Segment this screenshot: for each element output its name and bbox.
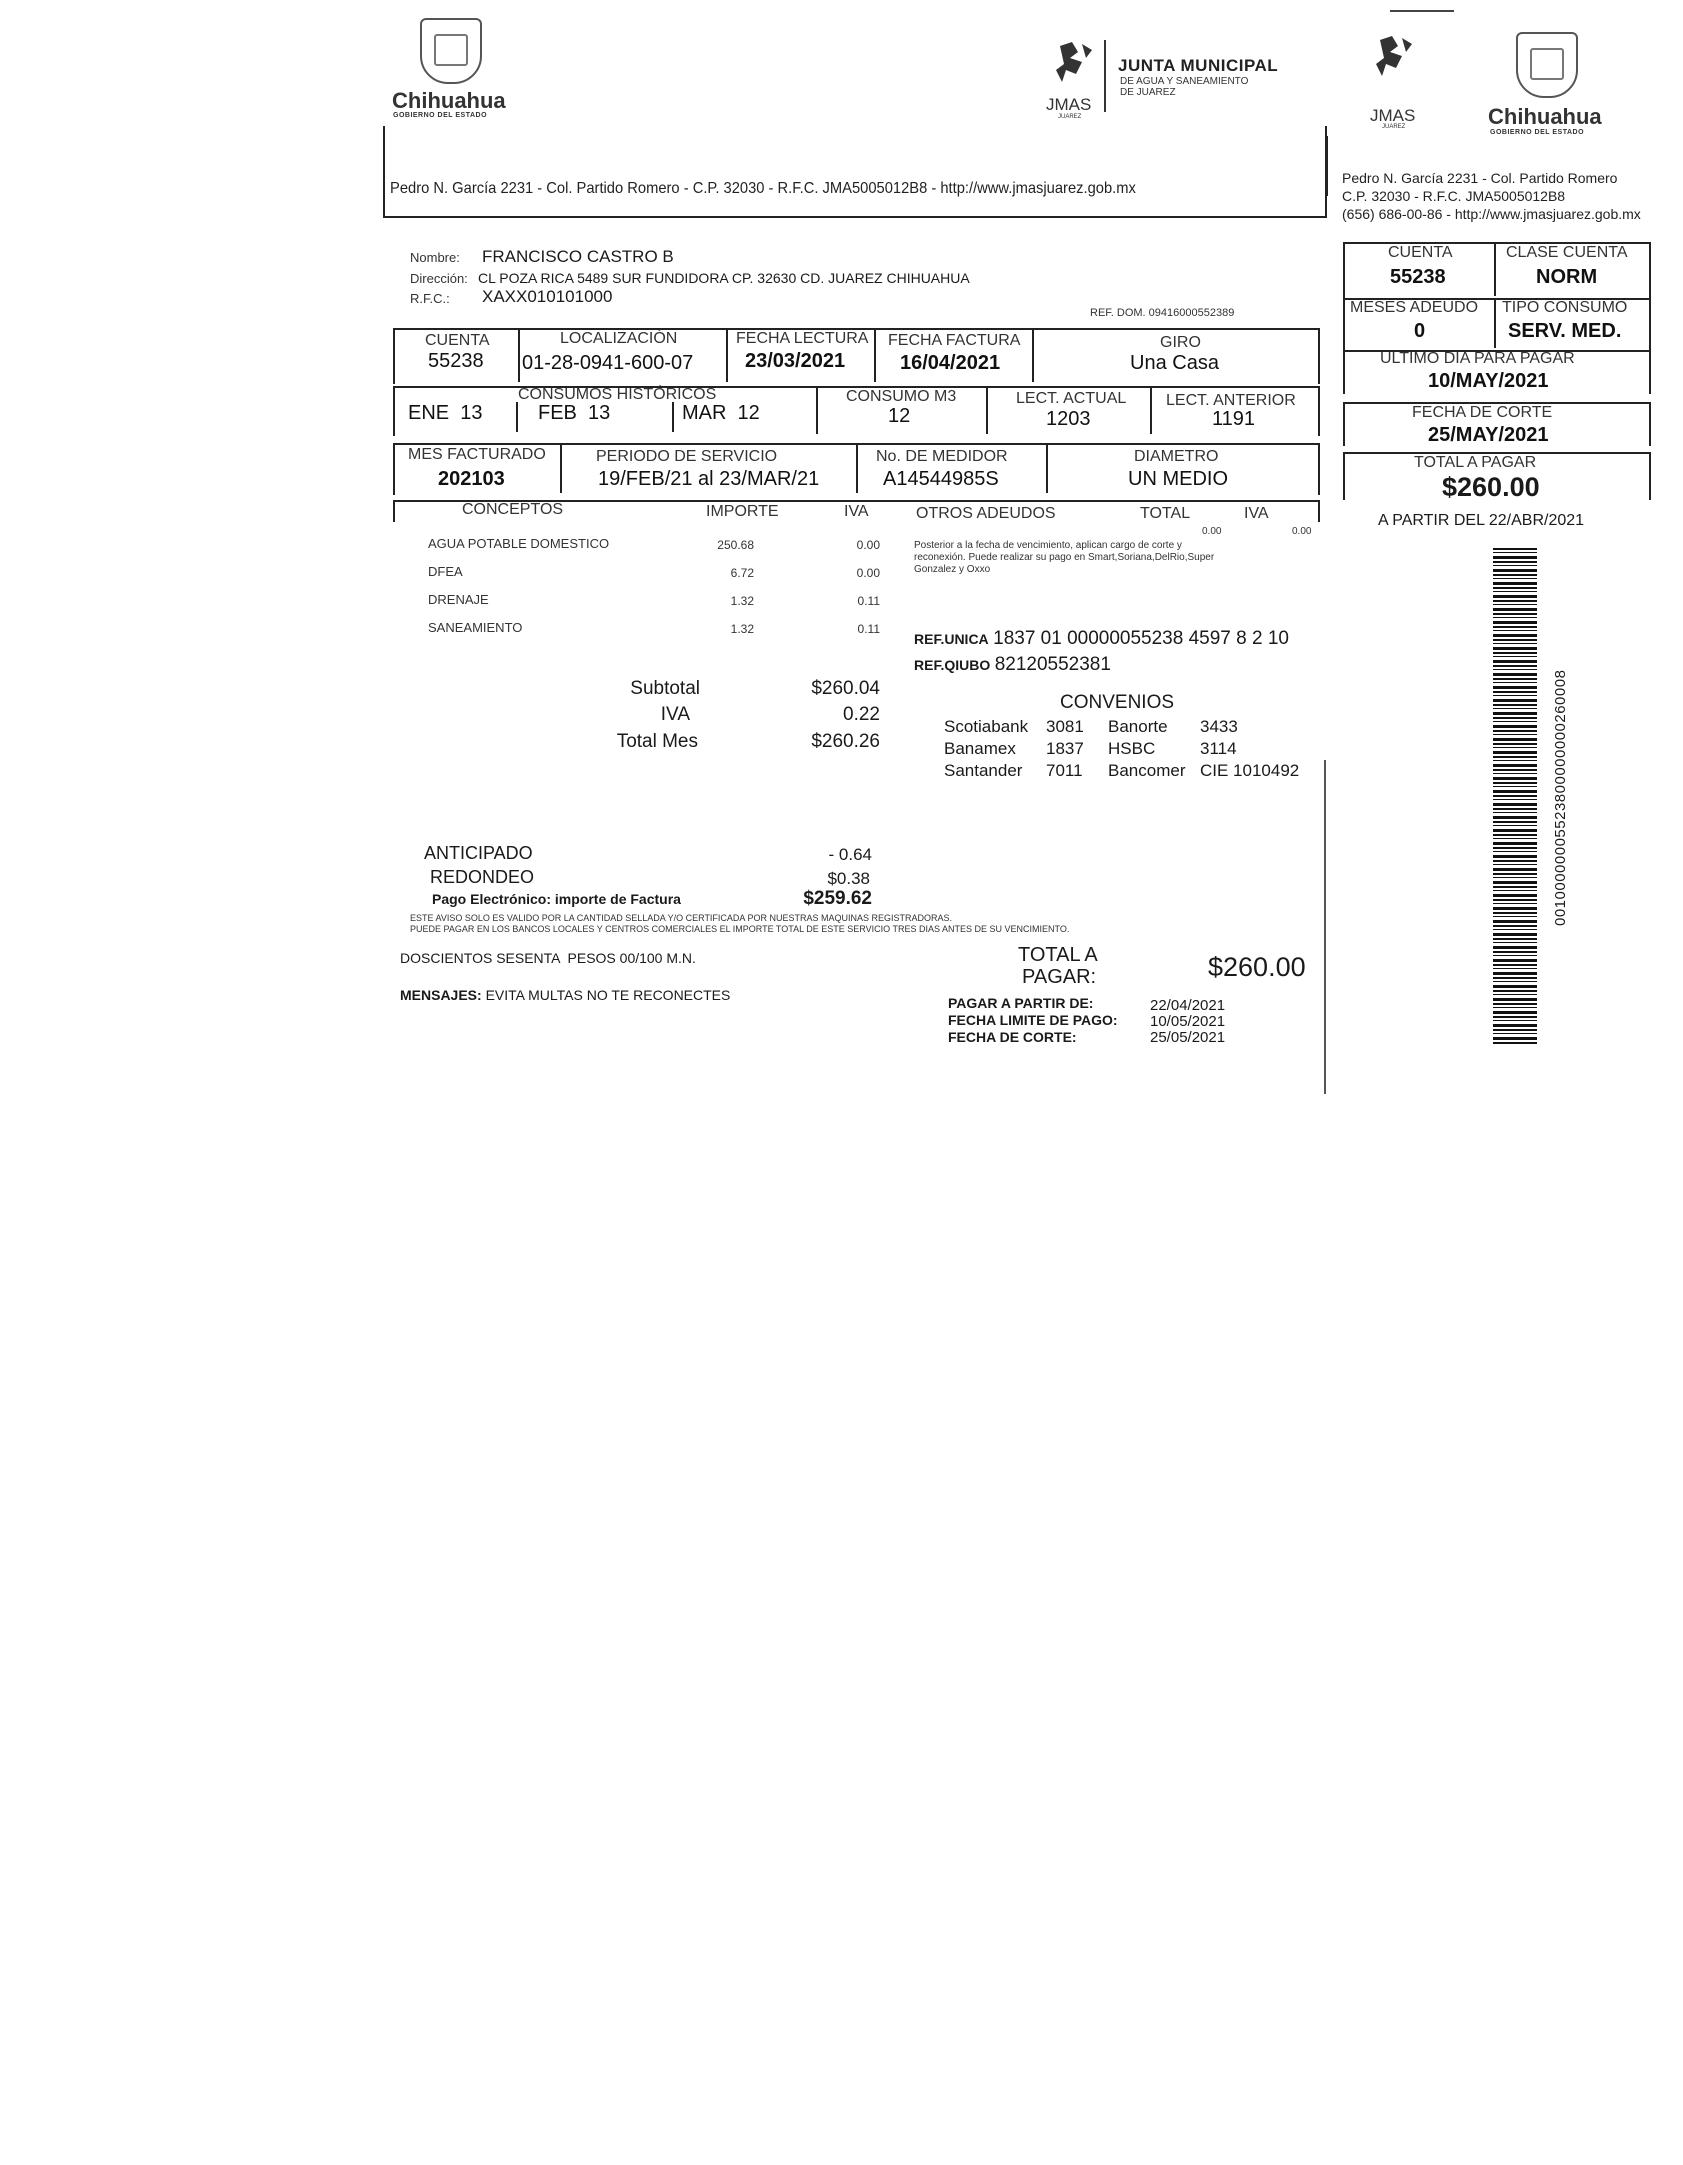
anticipado-value: - 0.64 bbox=[828, 845, 872, 864]
medidor-label: No. DE MEDIDOR bbox=[876, 448, 1008, 465]
total-pagar-label-2: PAGAR: bbox=[1022, 966, 1097, 988]
stub-total-value: $260.00 bbox=[1442, 472, 1540, 502]
localizacion-label: LOCALIZACIÓN bbox=[560, 330, 678, 347]
mes-facturado-value: 202103 bbox=[438, 468, 505, 490]
consumo-label: CONSUMO M3 bbox=[846, 388, 957, 405]
total-pagar-label-1: TOTAL A bbox=[1018, 944, 1098, 966]
ref-dom: REF. DOM. 09416000552389 bbox=[1090, 307, 1235, 319]
pago-electronico-value: $259.62 bbox=[803, 888, 872, 909]
stub-perforation bbox=[1324, 760, 1326, 1094]
diametro-label: DIAMETRO bbox=[1134, 448, 1219, 465]
lect-actual-label: LECT. ACTUAL bbox=[1016, 390, 1127, 407]
iva-label: IVA bbox=[844, 503, 869, 520]
stub-partir: A PARTIR DEL 22/ABR/2021 bbox=[1378, 512, 1585, 529]
otros-adeudos-label: OTROS ADEUDOS bbox=[916, 505, 1056, 522]
periodo-value: 19/FEB/21 al 23/MAR/21 bbox=[598, 468, 820, 490]
fecha-lectura-label: FECHA LECTURA bbox=[736, 330, 869, 347]
stub-meses-label: MESES ADEUDO bbox=[1350, 299, 1479, 316]
ref-qiubo bbox=[914, 654, 1111, 676]
direccion-label: Dirección: bbox=[410, 271, 468, 286]
ref-qiubo-value: 82120552381 bbox=[994, 654, 1111, 675]
convenio-row: Banamex 1837 HSBC 3114 bbox=[944, 739, 1237, 758]
mensajes bbox=[400, 987, 730, 1003]
stub-corte-value: 25/MAY/2021 bbox=[1428, 424, 1549, 446]
concepto-iva-2: 0.00 bbox=[856, 566, 880, 580]
fecha-lectura-value: 23/03/2021 bbox=[745, 350, 846, 372]
stub-corte-label: FECHA DE CORTE bbox=[1412, 404, 1553, 421]
jmas-subtitle-2: DE JUAREZ bbox=[1120, 87, 1176, 98]
jmas-divider bbox=[1104, 40, 1106, 112]
barcode bbox=[1493, 548, 1537, 1044]
header-frame bbox=[383, 126, 1327, 218]
giro-value: Una Casa bbox=[1130, 352, 1219, 374]
mes-facturado-label: MES FACTURADO bbox=[408, 446, 546, 463]
right-address-1: Pedro N. García 2231 - Col. Partido Romero bbox=[1342, 170, 1618, 186]
convenios-title: CONVENIOS bbox=[1060, 692, 1175, 713]
right-chihuahua-seal-icon bbox=[1516, 32, 1578, 98]
stub-tipo-label: TIPO CONSUMO bbox=[1502, 299, 1628, 316]
subtotal-value: $260.04 bbox=[811, 678, 880, 699]
stub-tipo-value: SERV. MED. bbox=[1508, 320, 1622, 342]
otros-note-3: Gonzalez y Oxxo bbox=[914, 564, 991, 575]
periodo-label: PERIODO DE SERVICIO bbox=[596, 448, 778, 465]
historicos-label: CONSUMOS HISTÓRICOS bbox=[518, 386, 717, 403]
right-jmas-logo-icon bbox=[1372, 34, 1418, 86]
iva-total-value: 0.22 bbox=[843, 704, 880, 725]
chihuahua-seal-icon bbox=[420, 18, 482, 84]
stub-ultimo-value: 10/MAY/2021 bbox=[1428, 370, 1549, 392]
right-address-2: C.P. 32030 - R.F.C. JMA5005012B8 bbox=[1342, 188, 1566, 204]
fecha-limite-label: FECHA LIMITE DE PAGO: bbox=[948, 1012, 1118, 1028]
stub-cuenta-label: CUENTA bbox=[1388, 244, 1453, 261]
lect-actual-value: 1203 bbox=[1046, 408, 1091, 430]
conceptos-label: CONCEPTOS bbox=[462, 501, 564, 518]
mensajes-label: MENSAJES: bbox=[400, 987, 482, 1003]
cuenta-value: 55238 bbox=[428, 350, 484, 372]
rfc-label: R.F.C.: bbox=[410, 291, 450, 306]
concepto-name-2: DFEA bbox=[428, 564, 463, 579]
medidor-value: A14544985S bbox=[883, 468, 999, 490]
total-mes-label: Total Mes bbox=[616, 731, 698, 752]
pago-electronico-label: Pago Electrónico: importe de Factura bbox=[432, 891, 681, 907]
customer-rfc: XAXX010101000 bbox=[482, 287, 613, 306]
concepto-name-1: AGUA POTABLE DOMESTICO bbox=[428, 536, 610, 551]
right-chihuahua-brand-sub: GOBIERNO DEL ESTADO bbox=[1490, 129, 1585, 136]
otros-note-1: Posterior a la fecha de vencimiento, aplican cargo de corte y bbox=[914, 540, 1182, 551]
fecha-factura-label: FECHA FACTURA bbox=[888, 332, 1021, 349]
fecha-corte-value: 25/05/2021 bbox=[1150, 1029, 1226, 1046]
redondeo-value: $0.38 bbox=[827, 869, 870, 888]
stub-cuenta-value: 55238 bbox=[1390, 266, 1446, 288]
convenio-row: Scotiabank 3081 Banorte 3433 bbox=[944, 717, 1238, 736]
importe-label: IMPORTE bbox=[706, 503, 779, 520]
cuenta-label: CUENTA bbox=[425, 332, 490, 349]
otros-iva-label: IVA bbox=[1244, 505, 1269, 522]
stub-meses-value: 0 bbox=[1414, 320, 1426, 342]
fechas-labels bbox=[948, 995, 1118, 1046]
jmas-logo-sub: JUAREZ bbox=[1058, 114, 1082, 120]
fecha-limite-value: 10/05/2021 bbox=[1150, 1013, 1226, 1030]
consumo-value: 12 bbox=[888, 405, 911, 427]
otros-total-label: TOTAL bbox=[1140, 505, 1191, 522]
convenio-row: Santander 7011 Bancomer CIE 1010492 bbox=[944, 761, 1300, 780]
pagar-partir-value: 22/04/2021 bbox=[1150, 997, 1226, 1014]
concepto-iva-1: 0.00 bbox=[856, 538, 880, 552]
otros-note-2: reconexión. Puede realizar su pago en Smart,Soriana,DelRio,Super bbox=[914, 552, 1215, 563]
historico-mar: MAR 12 bbox=[682, 402, 760, 424]
pagar-partir-label: PAGAR A PARTIR DE: bbox=[948, 995, 1094, 1011]
right-header-line bbox=[1326, 136, 1328, 196]
mensajes-text: EVITA MULTAS NO TE RECONECTES bbox=[485, 987, 731, 1003]
stub-clase-label: CLASE CUENTA bbox=[1506, 244, 1628, 261]
fechas-values bbox=[1150, 998, 1225, 1046]
jmas-logo-text: JMAS bbox=[1046, 95, 1092, 114]
otros-iva-value: 0.00 bbox=[1292, 526, 1312, 537]
diametro-value: UN MEDIO bbox=[1128, 468, 1228, 490]
stub-clase-value: NORM bbox=[1536, 266, 1598, 288]
jmas-subtitle-1: DE AGUA Y SANEAMIENTO bbox=[1120, 76, 1249, 87]
localizacion-value: 01-28-0941-600-07 bbox=[522, 352, 694, 374]
concepto-importe-3: 1.32 bbox=[730, 594, 754, 608]
chihuahua-brand: Chihuahua bbox=[392, 88, 506, 113]
convenios-table bbox=[944, 716, 1299, 782]
fecha-factura-value: 16/04/2021 bbox=[900, 352, 1001, 374]
ref-qiubo-label: REF.QIUBO bbox=[914, 657, 991, 673]
stub-ultimo-label: ULTIMO DIA PARA PAGAR bbox=[1380, 350, 1575, 367]
right-address-3: (656) 686-00-86 - http://www.jmasjuarez.gob.mx bbox=[1342, 206, 1641, 222]
giro-label: GIRO bbox=[1160, 334, 1201, 351]
total-pagar-value: $260.00 bbox=[1208, 952, 1306, 982]
redondeo-label: REDONDEO bbox=[430, 867, 535, 887]
right-jmas-logo-sub: JUAREZ bbox=[1382, 124, 1406, 130]
historico-feb: FEB 13 bbox=[538, 402, 611, 424]
subtotal-label: Subtotal bbox=[630, 678, 700, 699]
lect-anterior-value: 1191 bbox=[1212, 408, 1256, 430]
customer-address: CL POZA RICA 5489 SUR FUNDIDORA CP. 32630 CD. JUAREZ CHIHUAHUA bbox=[478, 270, 970, 286]
fecha-corte-label: FECHA DE CORTE: bbox=[948, 1029, 1077, 1045]
customer-name: FRANCISCO CASTRO B bbox=[482, 247, 674, 266]
iva-total-label: IVA bbox=[660, 704, 690, 725]
concepto-iva-3: 0.11 bbox=[857, 594, 880, 608]
lect-anterior-label: LECT. ANTERIOR bbox=[1166, 392, 1296, 409]
barcode-number: 00100000005523800000000260008 bbox=[1552, 669, 1569, 926]
anticipado-label: ANTICIPADO bbox=[424, 843, 533, 863]
ref-unica-value: 1837 01 00000055238 4597 8 2 10 bbox=[993, 628, 1289, 649]
header-address: Pedro N. García 2231 - Col. Partido Romero - C.P. 32030 - R.F.C. JMA5005012B8 - http://www.jmasjuarez.gob.mx bbox=[390, 180, 1136, 197]
jmas-title: JUNTA MUNICIPAL bbox=[1118, 56, 1279, 75]
historico-ene: ENE 13 bbox=[408, 402, 483, 424]
importe-letra: DOSCIENTOS SESENTA PESOS 00/100 M.N. bbox=[400, 950, 696, 966]
right-top-dash bbox=[1390, 10, 1454, 12]
ref-unica-label: REF.UNICA bbox=[914, 631, 989, 647]
total-mes-value: $260.26 bbox=[811, 731, 880, 752]
ref-unica bbox=[914, 628, 1289, 650]
concepto-importe-4: 1.32 bbox=[730, 622, 754, 636]
stub-total-label: TOTAL A PAGAR bbox=[1414, 454, 1537, 471]
aviso-1: ESTE AVISO SOLO ES VALIDO POR LA CANTIDAD SELLADA Y/O CERTIFICADA POR NUESTRAS MAQUINAS REGISTRADORAS. bbox=[410, 913, 952, 923]
chihuahua-brand-sub: GOBIERNO DEL ESTADO bbox=[393, 112, 488, 119]
otros-total-value: 0.00 bbox=[1202, 526, 1222, 537]
right-chihuahua-brand: Chihuahua bbox=[1488, 104, 1602, 129]
concepto-iva-4: 0.11 bbox=[857, 622, 880, 636]
concepto-importe-2: 6.72 bbox=[730, 566, 754, 580]
concepto-name-3: DRENAJE bbox=[428, 592, 489, 607]
jmas-logo-icon bbox=[1052, 40, 1098, 92]
right-jmas-logo-text: JMAS bbox=[1370, 106, 1416, 125]
concepto-importe-1: 250.68 bbox=[717, 538, 754, 552]
concepto-name-4: SANEAMIENTO bbox=[428, 620, 523, 635]
nombre-label: Nombre: bbox=[410, 250, 460, 265]
aviso-2: PUEDE PAGAR EN LOS BANCOS LOCALES Y CENTROS COMERCIALES EL IMPORTE TOTAL DE ESTE SERVICIO TRES DIAS ANTES DE SU VENCIMIENTO. bbox=[410, 924, 1070, 934]
